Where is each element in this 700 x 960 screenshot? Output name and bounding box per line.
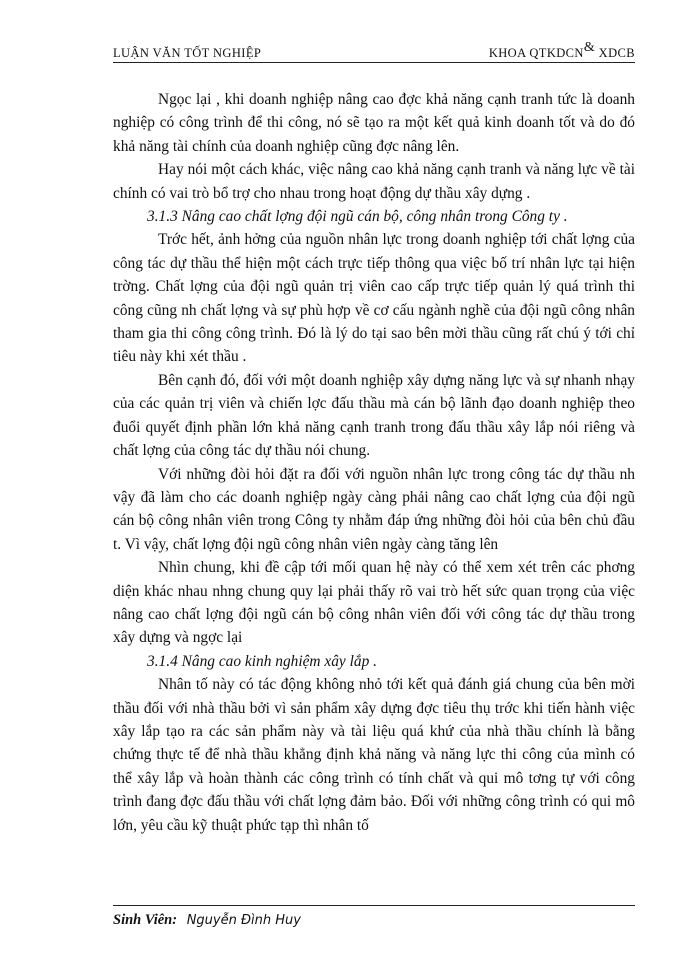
section-heading-3-1-3: 3.1.3 Nâng cao chất lợng đội ngũ cán bộ, công nhân trong Công ty . <box>147 208 568 226</box>
section-heading-3-1-4: 3.1.4 Nâng cao kinh nghiệm xây lắp . <box>147 652 377 670</box>
paragraph: Nhân tố này có tác động không nhỏ tới kết quả đánh giá chung của bên mời thầu đối với nhà thầu bởi vì sản phẩm xây dựng đợc tiêu thụ trớc khi tiến hành việc xây lắp tạo ra các sản phẩm này và tài liệu quá khứ của nhà thầu chính là bằng chứng thực tế để nhà thầu khẳng định khả năng và năng lực thi công của mình có thể xây lắp và hoàn thành các công trình có tính chất và qui mô tơng tự với công trình đang đợc đấu thầu với chất lợng đảm bảo. Đối với những công trình có qui mô lớn, yêu cầu kỹ thuật phức tạp thì nhân tố <box>113 676 635 834</box>
header-faculty-suffix: XDCB <box>595 46 635 60</box>
paragraph: Nhìn chung, khi đề cập tới mối quan hệ này có thể xem xét trên các phơng diện khác nhau nhng chung quy lại phải thấy rõ vai trò hết sức quan trọng của việc nâng cao chất lợng đội ngũ cán bộ công nhân viên đối với công tác dự thầu trong xây dựng và ngợc lại <box>113 559 635 647</box>
header-faculty-prefix: KHOA QTKDCN <box>488 46 584 60</box>
header-ampersand: & <box>583 40 596 55</box>
paragraph: Bên cạnh đó, đối với một doanh nghiệp xây dựng năng lực và sự nhanh nhạy của các quản trị viên và chiến lợc đấu thầu mà cán bộ lãnh đạo doanh nghiệp theo đuổi quyết định phần lớn khả năng cạnh tranh trong đấu thầu xây lắp nói riêng và chất lợng của công tác dự thầu nói chung. <box>113 371 635 460</box>
footer-student-label: Sinh Viên: <box>113 912 178 928</box>
paragraph: Hay nói một cách khác, việc nâng cao khả năng cạnh tranh và năng lực về tài chính có vai trò bổ trợ cho nhau trong hoạt động dự thầu xây dựng . <box>113 161 635 202</box>
page-footer <box>113 905 635 929</box>
document-body <box>113 88 635 837</box>
page-header <box>113 40 635 63</box>
header-faculty <box>488 40 635 62</box>
header-thesis-title: LUẬN VĂN TỐT NGHIỆP <box>113 46 262 60</box>
paragraph: Trớc hết, ảnh hởng của nguồn nhân lực trong doanh nghiệp tới chất lợng của công tác dự thầu thể hiện một cách trực tiếp thông qua việc bố trí nhân lực tại hiện trờng. Chất lợng của đội ngũ quản trị viên cao cấp trực tiếp quản lý quá trình thi công cũng nh chất lợng và sự phù hợp về cơ cấu ngành nghề của đội ngũ công nhân tham gia thi công công trình. Đó là lý do tại sao bên mời thầu cũng rất chú ý tới chỉ tiêu này khi xét thầu . <box>113 231 635 366</box>
footer-student-name: Nguyễn Đình Huy <box>186 913 301 928</box>
paragraph: Ngọc lại , khi doanh nghiệp nâng cao đợc khả năng cạnh tranh tức là doanh nghiệp có công trình để thi công, nó sẽ tạo ra một kết quả kinh doanh tốt và do đó khả năng tài chính của doanh nghiệp cũng đợc nâng lên. <box>113 91 635 155</box>
paragraph: Với những đòi hỏi đặt ra đối với nguồn nhân lực trong công tác dự thầu nh vậy đã làm cho các doanh nghiệp ngày càng phải nâng cao chất lợng của đội ngũ cán bộ công nhân viên trong Công ty nhằm đáp ứng những đòi hỏi của bên chủ đầu t. Vì vậy, chất lợng đội ngũ công nhân viên ngày càng tăng lên <box>113 465 635 553</box>
